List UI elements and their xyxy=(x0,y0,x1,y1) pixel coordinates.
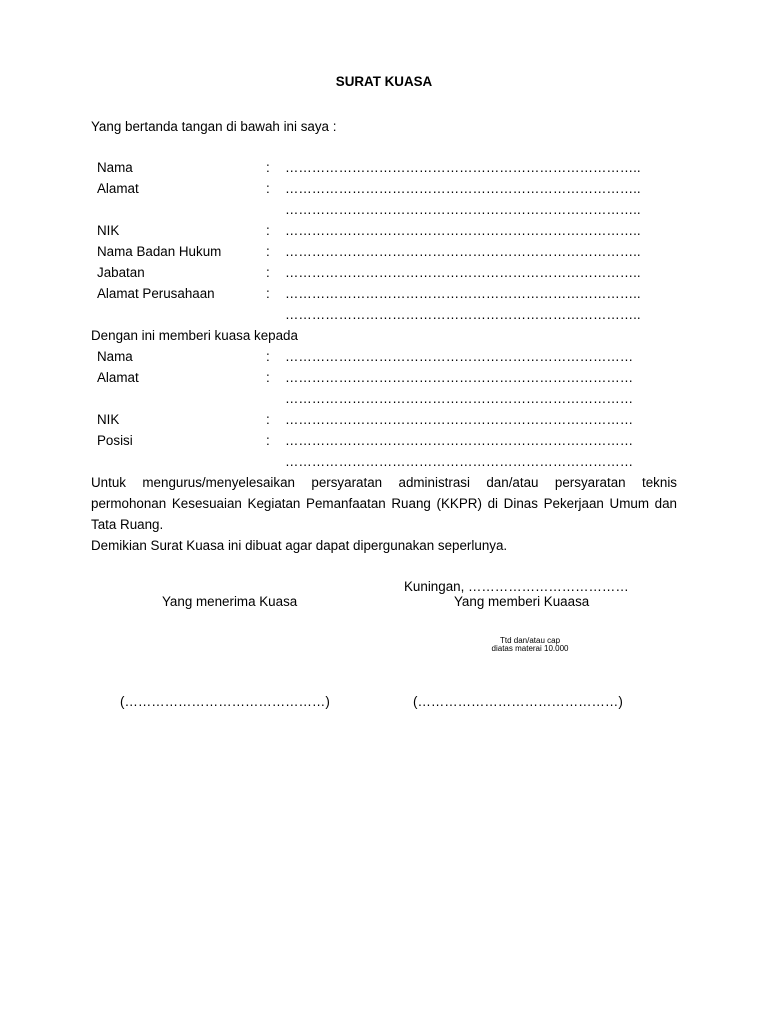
stamp-note-line2: diatas materai 10.000 xyxy=(491,644,569,653)
signature-line-receiver: (………………………………………) xyxy=(120,694,330,709)
fill-line: …………………………………………………………………… xyxy=(285,433,634,448)
fill-line: …………………………………………………………………… xyxy=(285,412,634,427)
colon: : xyxy=(266,349,270,364)
fill-line: …………………………………………………………………….. xyxy=(285,265,641,280)
fill-line: …………………………………………………………………….. xyxy=(285,223,641,238)
grantor-label-alamat: Alamat xyxy=(97,181,139,196)
grantee-label-nik: NIK xyxy=(97,412,120,427)
intro-text: Yang bertanda tangan di bawah ini saya : xyxy=(91,119,337,134)
grantor-label-badan-hukum: Nama Badan Hukum xyxy=(97,244,222,259)
colon: : xyxy=(266,286,270,301)
fill-line: …………………………………………………………………… xyxy=(285,349,634,364)
fill-line: …………………………………………………………………….. xyxy=(285,160,641,175)
colon: : xyxy=(266,412,270,427)
fill-line: …………………………………………………………………… xyxy=(285,391,634,406)
colon: : xyxy=(266,433,270,448)
fill-line: …………………………………………………………………….. xyxy=(285,202,641,217)
colon: : xyxy=(266,223,270,238)
stamp-note-line1: Ttd dan/atau cap xyxy=(499,636,561,645)
grantor-label-nama: Nama xyxy=(97,160,133,175)
grantee-intro: Dengan ini memberi kuasa kepada xyxy=(91,328,298,343)
grantee-label-nama: Nama xyxy=(97,349,133,364)
colon: : xyxy=(266,181,270,196)
colon: : xyxy=(266,244,270,259)
colon: : xyxy=(266,370,270,385)
grantor-label-jabatan: Jabatan xyxy=(97,265,145,280)
giver-label: Yang memberi Kuaasa xyxy=(454,594,590,609)
fill-line: …………………………………………………………………… xyxy=(285,370,634,385)
fill-line: …………………………………………………………………….. xyxy=(285,307,641,322)
fill-line: …………………………………………………………………… xyxy=(285,454,634,469)
signature-line-giver: (………………………………………) xyxy=(413,694,623,709)
grantor-label-nik: NIK xyxy=(97,223,120,238)
document-title: SURAT KUASA xyxy=(335,74,433,89)
grantee-label-posisi: Posisi xyxy=(97,433,133,448)
grantee-label-alamat: Alamat xyxy=(97,370,139,385)
receiver-label: Yang menerima Kuasa xyxy=(162,594,298,609)
colon: : xyxy=(266,265,270,280)
closing-text: Demikian Surat Kuasa ini dibuat agar dapat dipergunakan seperlunya. xyxy=(91,538,508,553)
fill-line: …………………………………………………………………….. xyxy=(285,286,641,301)
colon: : xyxy=(266,160,270,175)
fill-line: …………………………………………………………………….. xyxy=(285,181,641,196)
grantor-label-alamat-perusahaan: Alamat Perusahaan xyxy=(97,286,215,301)
place-date: Kuningan, ……………………………… xyxy=(404,579,629,594)
fill-line: …………………………………………………………………….. xyxy=(285,244,641,259)
body-paragraph: Untuk mengurus/menyelesaikan persyaratan administrasi dan/atau persyaratan teknis permohonan Kesesuaian Kegiatan Pemanfaatan Ruang (KKPR) di Dinas Pekerjaan Umum dan Tata Ruang. xyxy=(91,475,677,532)
